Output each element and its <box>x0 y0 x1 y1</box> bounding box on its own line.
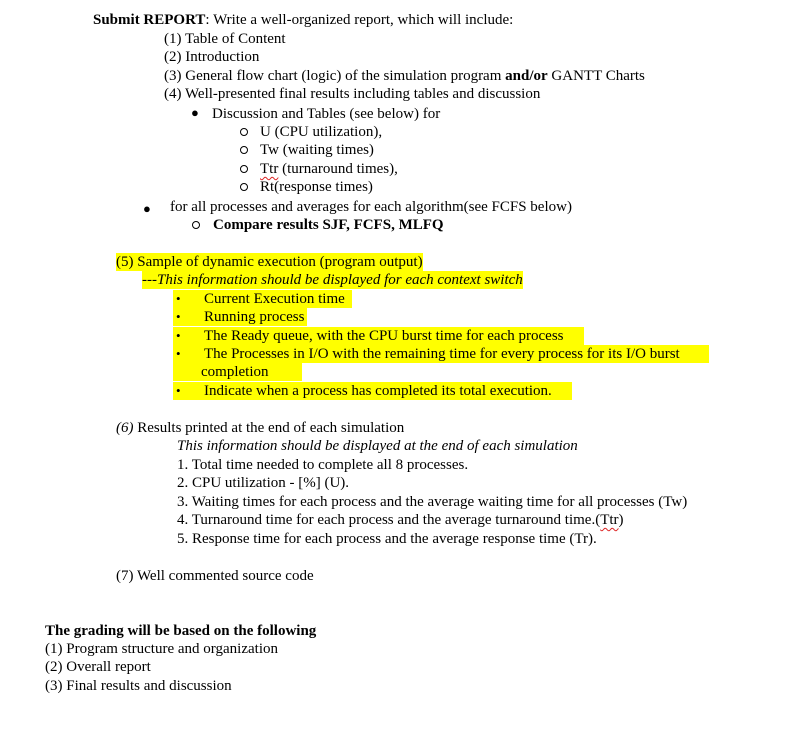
metric-ttr-abbr: Ttr <box>260 161 279 177</box>
circle-bullet-icon <box>240 183 248 191</box>
grading-item-1: (1) Program structure and organization <box>45 641 278 657</box>
section6-item-1: 1. Total time needed to complete all 8 processes. <box>177 457 469 473</box>
report-item-3-tail: GANTT Charts <box>547 68 645 84</box>
section6-num: (6) <box>116 420 134 436</box>
section6-item-5: 5. Response time for each process and the average response time (Tr). <box>177 531 597 547</box>
compare-line <box>213 216 444 234</box>
all-processes-line: for all processes and averages for each algorithm(see FCFS below) <box>170 199 572 215</box>
section5-bullet-2 <box>173 308 307 326</box>
section5-bullet-4-cont: completion <box>173 363 302 381</box>
discussion-line: Discussion and Tables (see below) for <box>212 106 441 122</box>
section6-note-text: This information should be displayed at the end of each simulation <box>177 438 578 454</box>
grading-heading <box>45 622 316 640</box>
report-item-2: (2) Introduction <box>164 49 260 65</box>
circle-bullet-icon <box>240 128 248 136</box>
report-item-3-and-or: and/or <box>505 68 548 84</box>
bullet-icon: • <box>176 383 181 398</box>
section5-bullet-3 <box>173 327 584 345</box>
section6-item-4-close: ) <box>618 512 624 528</box>
section6-item-4-abbr: Ttr <box>600 512 619 528</box>
report-item-3 <box>164 67 645 85</box>
grading-item-3: (3) Final results and discussion <box>45 678 232 694</box>
section6-heading-text: Results printed at the end of each simulation <box>133 420 405 436</box>
section5-note-text: ---This information should be displayed for each context switch <box>142 272 523 288</box>
section5-bullet-5 <box>173 382 572 400</box>
grading-item-2: (2) Overall report <box>45 659 151 675</box>
report-item-4: (4) Well-presented final results including tables and discussion <box>164 86 541 102</box>
section6-item-4-text: 4. Turnaround time for each process and the average turnaround time.( <box>177 512 601 528</box>
section5-bullet-4 <box>173 345 709 363</box>
section6-note <box>177 437 578 455</box>
metric-ttr-text: (turnaround times), <box>278 161 398 177</box>
circle-bullet-icon <box>192 221 200 229</box>
section5-bullet-1 <box>173 290 352 308</box>
section6-item-3: 3. Waiting times for each process and the average waiting time for all processes (Tw) <box>177 494 688 510</box>
bullet-icon: • <box>176 346 181 361</box>
section6-item-4 <box>177 511 624 529</box>
section6-heading <box>116 419 404 437</box>
metric-tw: Tw (waiting times) <box>260 142 374 158</box>
section5-bullet-3-text: The Ready queue, with the CPU burst time for each process <box>204 328 564 344</box>
submit-report-rest: : Write a well-organized report, which will include: <box>205 12 514 28</box>
bullet-icon: ● <box>143 201 151 216</box>
metric-ttr <box>260 160 398 178</box>
metric-rt: Rt(response times) <box>260 179 373 195</box>
section6-item-2: 2. CPU utilization - [%] (U). <box>177 475 350 491</box>
section5-bullet-5-text: Indicate when a process has completed its total execution. <box>204 383 552 399</box>
submit-report-bold: Submit REPORT <box>93 12 206 28</box>
section5-note <box>142 271 523 289</box>
grading-heading-text: The grading will be based on the following <box>45 623 317 639</box>
metric-u: U (CPU utilization), <box>260 124 383 140</box>
bullet-icon: • <box>176 309 181 324</box>
section5-bullet-4-text: The Processes in I/O with the remaining time for every process for its I/O burst <box>204 346 680 362</box>
section5-bullet-1-text: Current Execution time <box>204 291 345 307</box>
bullet-icon: ● <box>191 105 199 120</box>
compare-text: Compare results SJF, FCFS, MLFQ <box>213 217 444 233</box>
circle-bullet-icon <box>240 146 248 154</box>
circle-bullet-icon <box>240 165 248 173</box>
bullet-icon: • <box>176 328 181 343</box>
section7-line: (7) Well commented source code <box>116 568 314 584</box>
report-item-3-text: (3) General flow chart (logic) of the simulation program <box>164 68 506 84</box>
section5-heading: (5) Sample of dynamic execution (program output) <box>116 254 423 270</box>
submit-report-line <box>93 11 513 29</box>
bullet-icon: • <box>176 291 181 306</box>
section5-bullet-2-text: Running process <box>204 309 305 325</box>
report-item-1: (1) Table of Content <box>164 31 286 47</box>
